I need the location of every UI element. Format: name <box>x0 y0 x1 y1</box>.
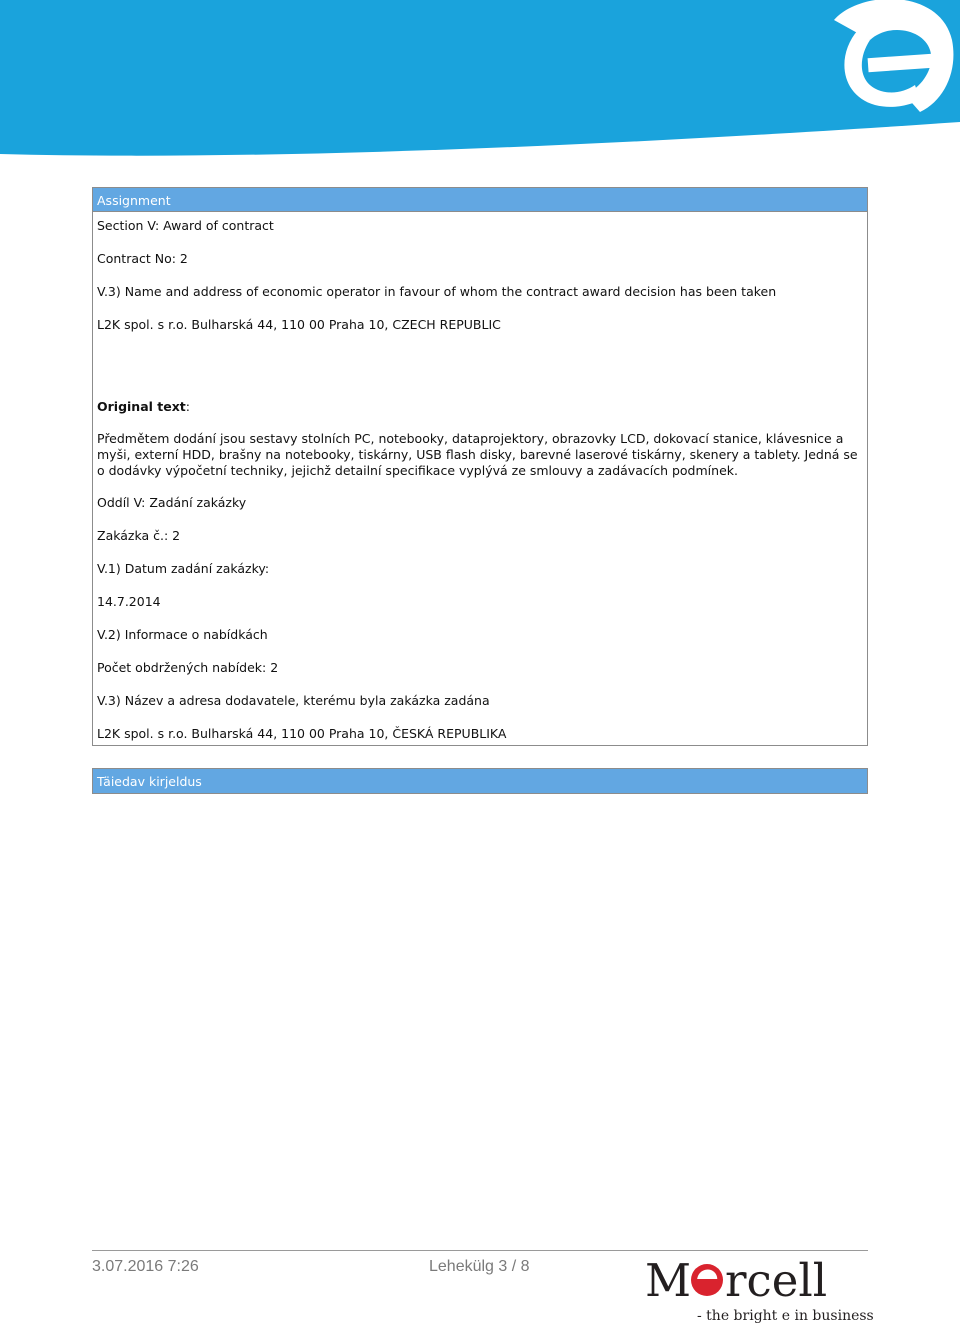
section-title: Section V: Award of contract <box>97 218 274 233</box>
original-text-heading <box>97 399 861 415</box>
v1-date: 14.7.2014 <box>97 594 161 609</box>
banner-background <box>0 0 960 156</box>
zakazka-number: Zakázka č.: 2 <box>97 528 181 543</box>
operator-address: L2K spol. s r.o. Bulharská 44, 110 00 Praha 10, CZECH REPUBLIC <box>97 317 501 332</box>
assignment-header <box>93 188 867 212</box>
logo-wordmark-graphic <box>645 1252 870 1308</box>
assignment-box <box>92 187 868 746</box>
v3-heading: V.3) Name and address of economic operator in favour of whom the contract award decision has been taken <box>97 284 777 299</box>
v2-heading: V.2) Informace o nabídkách <box>97 627 268 642</box>
original-paragraph: Předmětem dodání jsou sestavy stolních PC, notebooky, dataprojektory, obrazovky LCD, dokovací stanice, klávesnice a myši, externí HDD, brašny na notebooky, tiskárny, USB flash disky, barevné laserové tiskárny, skenery a tablety. Jedná se o dodávky výpočetní techniky, jejichž detailní specifikace vyplývá ze smlouvy a zadávacích podmínek. <box>97 431 858 478</box>
additional-header-title: Täiedav kirjeldus <box>97 774 202 789</box>
marcell-logo <box>645 1252 874 1328</box>
original-text-colon: : <box>185 399 190 414</box>
operator-address-cz: L2K spol. s r.o. Bulharská 44, 110 00 Praha 10, ČESKÁ REPUBLIKA <box>97 726 507 741</box>
svg-text:rcell: rcell <box>725 1254 828 1307</box>
footer-page-number: Lehekülg 3 / 8 <box>429 1258 530 1275</box>
offers-count: Počet obdržených nabídek: 2 <box>97 660 279 675</box>
contract-number: Contract No: 2 <box>97 251 188 266</box>
header-banner <box>0 0 960 165</box>
v1-heading: V.1) Datum zadání zakázky: <box>97 561 270 576</box>
logo-tagline: - the bright e in business <box>697 1308 874 1324</box>
v3-cz-heading: V.3) Název a adresa dodavatele, kterému byla zakázka zadána <box>97 693 490 708</box>
svg-text:M: M <box>645 1254 692 1307</box>
footer-datetime: 3.07.2016 7:26 <box>92 1258 199 1275</box>
additional-box <box>92 768 868 794</box>
assignment-header-title: Assignment <box>97 193 171 208</box>
additional-header <box>93 769 867 793</box>
oddil-title: Oddíl V: Zadání zakázky <box>97 495 247 510</box>
original-text-label: Original text <box>97 399 186 414</box>
